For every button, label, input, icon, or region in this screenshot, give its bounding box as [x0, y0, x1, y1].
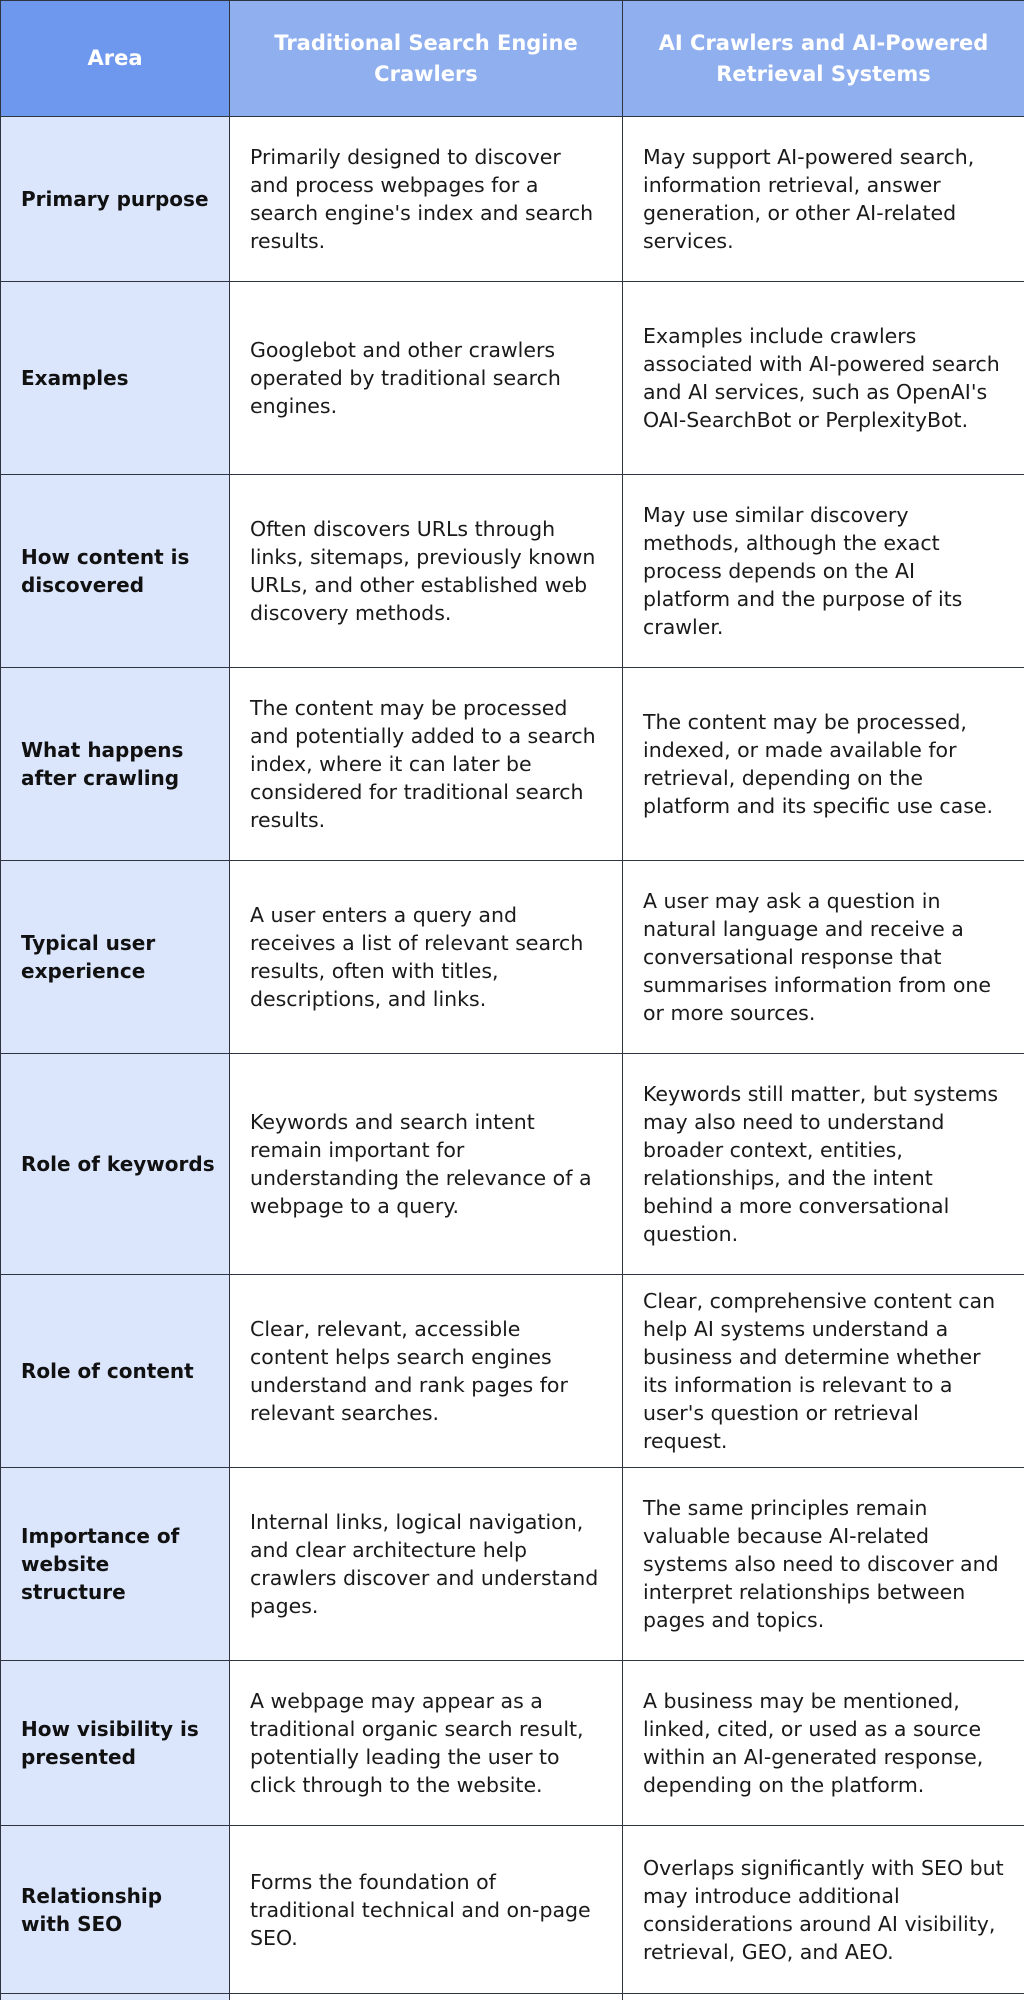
row-area-label: Relationship with SEO — [1, 1826, 230, 1994]
row-area-label: Role of content — [1, 1275, 230, 1468]
ai-cell: The same principles remain valuable because AI-related systems also need to discover and interpret relationships between pages and topics. — [623, 1468, 1024, 1661]
header-area: Area — [1, 1, 230, 117]
header-traditional-crawlers: Traditional Search Engine Crawlers — [230, 1, 623, 117]
table-row — [1, 668, 1024, 861]
table-row-partial — [1, 1994, 1024, 2000]
ai-cell — [623, 1994, 1024, 2000]
traditional-cell — [230, 1994, 623, 2000]
ai-cell: A user may ask a question in natural language and receive a conversational response that summarises information from one or more sources. — [623, 861, 1024, 1054]
table-row — [1, 1826, 1024, 1994]
traditional-cell: Often discovers URLs through links, sitemaps, previously known URLs, and other established web discovery methods. — [230, 475, 623, 668]
table-row — [1, 117, 1024, 282]
row-area-label: Importance of website structure — [1, 1468, 230, 1661]
ai-cell: A business may be mentioned, linked, cited, or used as a source within an AI-generated response, depending on the platform. — [623, 1661, 1024, 1826]
traditional-cell: Forms the foundation of traditional technical and on-page SEO. — [230, 1826, 623, 1994]
header-ai-crawlers: AI Crawlers and AI-Powered Retrieval Systems — [623, 1, 1024, 117]
table-row — [1, 282, 1024, 475]
traditional-cell: A user enters a query and receives a list of relevant search results, often with titles, descriptions, and links. — [230, 861, 623, 1054]
ai-cell: May use similar discovery methods, although the exact process depends on the AI platform and the purpose of its crawler. — [623, 475, 1024, 668]
ai-cell: The content may be processed, indexed, or made available for retrieval, depending on the platform and its specific use case. — [623, 668, 1024, 861]
table-row — [1, 861, 1024, 1054]
ai-cell: Keywords still matter, but systems may also need to understand broader context, entities, relationships, and the intent behind a more conversational question. — [623, 1054, 1024, 1275]
row-area-label: How content is discovered — [1, 475, 230, 668]
row-area-label: Typical user experience — [1, 861, 230, 1054]
table-row — [1, 1661, 1024, 1826]
ai-cell: Clear, comprehensive content can help AI systems understand a business and determine whether its information is relevant to a user's question or retrieval request. — [623, 1275, 1024, 1468]
traditional-cell: The content may be processed and potentially added to a search index, where it can later be considered for traditional search results. — [230, 668, 623, 861]
table-row — [1, 475, 1024, 668]
ai-cell: Examples include crawlers associated with AI-powered search and AI services, such as OpenAI's OAI-SearchBot or PerplexityBot. — [623, 282, 1024, 475]
traditional-cell: Keywords and search intent remain important for understanding the relevance of a webpage to a query. — [230, 1054, 623, 1275]
row-area-label: Examples — [1, 282, 230, 475]
row-area-label — [1, 1994, 230, 2000]
ai-cell: Overlaps significantly with SEO but may introduce additional considerations around AI visibility, retrieval, GEO, and AEO. — [623, 1826, 1024, 1994]
traditional-cell: A webpage may appear as a traditional organic search result, potentially leading the user to click through to the website. — [230, 1661, 623, 1826]
row-area-label: Primary purpose — [1, 117, 230, 282]
table-row — [1, 1468, 1024, 1661]
table-row — [1, 1275, 1024, 1468]
traditional-cell: Internal links, logical navigation, and clear architecture help crawlers discover and understand pages. — [230, 1468, 623, 1661]
traditional-cell: Googlebot and other crawlers operated by traditional search engines. — [230, 282, 623, 475]
traditional-cell: Clear, relevant, accessible content helps search engines understand and rank pages for relevant searches. — [230, 1275, 623, 1468]
table-row — [1, 1054, 1024, 1275]
row-area-label: How visibility is presented — [1, 1661, 230, 1826]
table-header-row — [1, 1, 1024, 117]
row-area-label: Role of keywords — [1, 1054, 230, 1275]
row-area-label: What happens after crawling — [1, 668, 230, 861]
traditional-cell: Primarily designed to discover and process webpages for a search engine's index and search results. — [230, 117, 623, 282]
ai-cell: May support AI-powered search, information retrieval, answer generation, or other AI-related services. — [623, 117, 1024, 282]
